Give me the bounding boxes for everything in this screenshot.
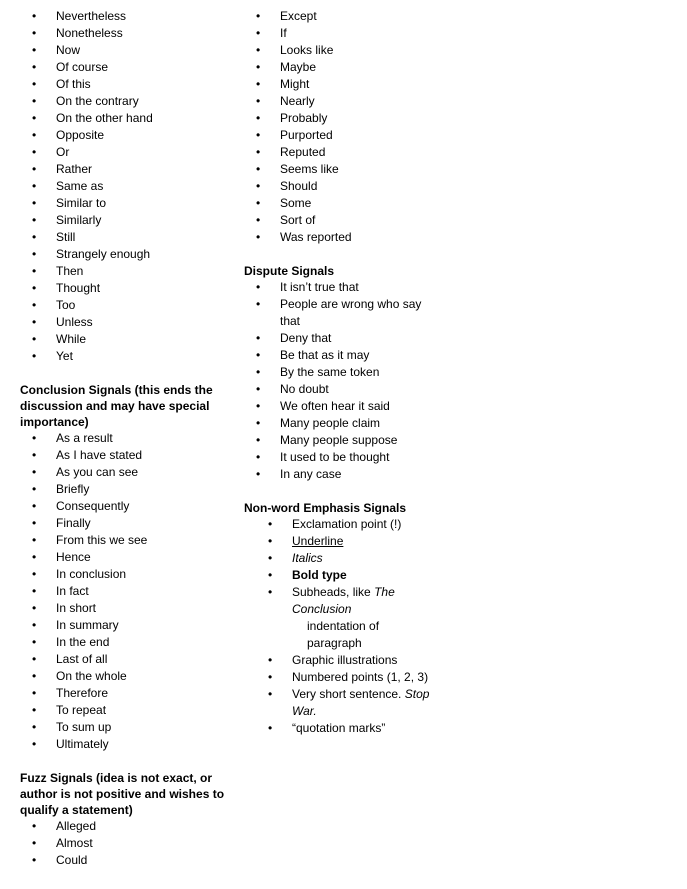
bold-example: Bold type — [292, 568, 347, 582]
list-item: • Hence — [20, 549, 235, 566]
conclusion-signals-heading: Conclusion Signals (this ends the discussion and may have special importance) — [20, 383, 213, 429]
list-item: • Finally — [20, 515, 235, 532]
list-item: • Consequently — [20, 498, 235, 515]
list-item: • Be that as it may — [244, 347, 434, 364]
list-item: • Some — [244, 195, 434, 212]
list-item: • Strangely enough — [20, 246, 235, 263]
list-item — [244, 584, 434, 652]
list-item: • Last of all — [20, 651, 235, 668]
list-item: • Nonetheless — [20, 25, 235, 42]
list-item: • Graphic illustrations — [244, 652, 434, 669]
list-item: • Many people suppose — [244, 432, 434, 449]
left-column — [20, 8, 235, 869]
list-item: • Except — [244, 8, 434, 25]
list-item: • In fact — [20, 583, 235, 600]
indentation-text: indentation of paragraph — [307, 619, 380, 650]
list-item: • Unless — [20, 314, 235, 331]
list-item: • From this we see — [20, 532, 235, 549]
list-item: • Opposite — [20, 127, 235, 144]
list-item: • Many people claim — [244, 415, 434, 432]
list-item: • If — [244, 25, 434, 42]
subheads-text: Subheads, like — [292, 585, 375, 599]
list-item: • On the other hand — [20, 110, 235, 127]
list-item: • Nearly — [244, 93, 434, 110]
list-item: • Same as — [20, 178, 235, 195]
list-item: • Still — [20, 229, 235, 246]
list-item — [244, 533, 434, 550]
list-item — [244, 550, 434, 567]
list-item: • Then — [20, 263, 235, 280]
list-item: • In conclusion — [20, 566, 235, 583]
short-sentence-example: Stop War. — [292, 687, 430, 718]
underline-example: Underline — [292, 534, 344, 548]
list-item: • Sort of — [244, 212, 434, 229]
emphasis-signals-list — [244, 516, 434, 737]
list-item: • To sum up — [20, 719, 235, 736]
right-column — [244, 8, 434, 737]
signal-list-right-top — [244, 8, 434, 246]
emphasis-signals-heading: Non-word Emphasis Signals — [244, 501, 407, 515]
list-item — [244, 686, 434, 720]
list-item: • Probably — [244, 110, 434, 127]
conclusion-signals-list — [20, 430, 235, 753]
list-item: • On the contrary — [20, 93, 235, 110]
list-item: • Of course — [20, 59, 235, 76]
list-item: • Or — [20, 144, 235, 161]
list-item: • Might — [244, 76, 434, 93]
list-item: • Rather — [20, 161, 235, 178]
list-item: • As you can see — [20, 464, 235, 481]
list-item: • Similarly — [20, 212, 235, 229]
list-item: • Almost — [20, 835, 235, 852]
list-item: • Similar to — [20, 195, 235, 212]
list-item: • Briefly — [20, 481, 235, 498]
list-item: • Maybe — [244, 59, 434, 76]
fuzz-signals-heading: Fuzz Signals (idea is not exact, or author is not positive and wishes to qualify a statement) — [20, 771, 225, 817]
list-item: • It isn’t true that — [244, 279, 434, 296]
fuzz-signals-list — [20, 818, 235, 869]
list-item — [244, 567, 434, 584]
list-item: • Reputed — [244, 144, 434, 161]
list-item: • Of this — [20, 76, 235, 93]
list-item: • On the whole — [20, 668, 235, 685]
list-item: • Ultimately — [20, 736, 235, 753]
list-item: • It used to be thought — [244, 449, 434, 466]
list-item: • Could — [20, 852, 235, 869]
signal-list-left-top — [20, 8, 235, 365]
list-item: • While — [20, 331, 235, 348]
list-item: • Should — [244, 178, 434, 195]
list-item: • People are wrong who say that — [244, 296, 434, 330]
list-item: • Purported — [244, 127, 434, 144]
list-item: • Yet — [20, 348, 235, 365]
list-item: • Therefore — [20, 685, 235, 702]
list-item: • “quotation marks” — [244, 720, 434, 737]
list-item: • In the end — [20, 634, 235, 651]
list-item: • Was reported — [244, 229, 434, 246]
list-item: • As I have stated — [20, 447, 235, 464]
list-item: • Now — [20, 42, 235, 59]
list-item: • In summary — [20, 617, 235, 634]
list-item: • Seems like — [244, 161, 434, 178]
list-item: • No doubt — [244, 381, 434, 398]
list-item: • By the same token — [244, 364, 434, 381]
list-item: • Deny that — [244, 330, 434, 347]
list-item: • Too — [20, 297, 235, 314]
list-item: • As a result — [20, 430, 235, 447]
list-item: • Nevertheless — [20, 8, 235, 25]
list-item: • Numbered points (1, 2, 3) — [244, 669, 434, 686]
subheads-example: The Conclusion — [292, 585, 395, 616]
italics-example: Italics — [292, 551, 323, 565]
dispute-signals-list — [244, 279, 434, 483]
dispute-signals-heading: Dispute Signals — [244, 264, 335, 278]
short-sentence-text: Very short sentence. — [292, 687, 405, 701]
list-item: • Thought — [20, 280, 235, 297]
list-item: • In short — [20, 600, 235, 617]
list-item: • Alleged — [20, 818, 235, 835]
list-item: • We often hear it said — [244, 398, 434, 415]
list-item: • Exclamation point (!) — [244, 516, 434, 533]
list-item: • Looks like — [244, 42, 434, 59]
list-item: • In any case — [244, 466, 434, 483]
list-item: • To repeat — [20, 702, 235, 719]
